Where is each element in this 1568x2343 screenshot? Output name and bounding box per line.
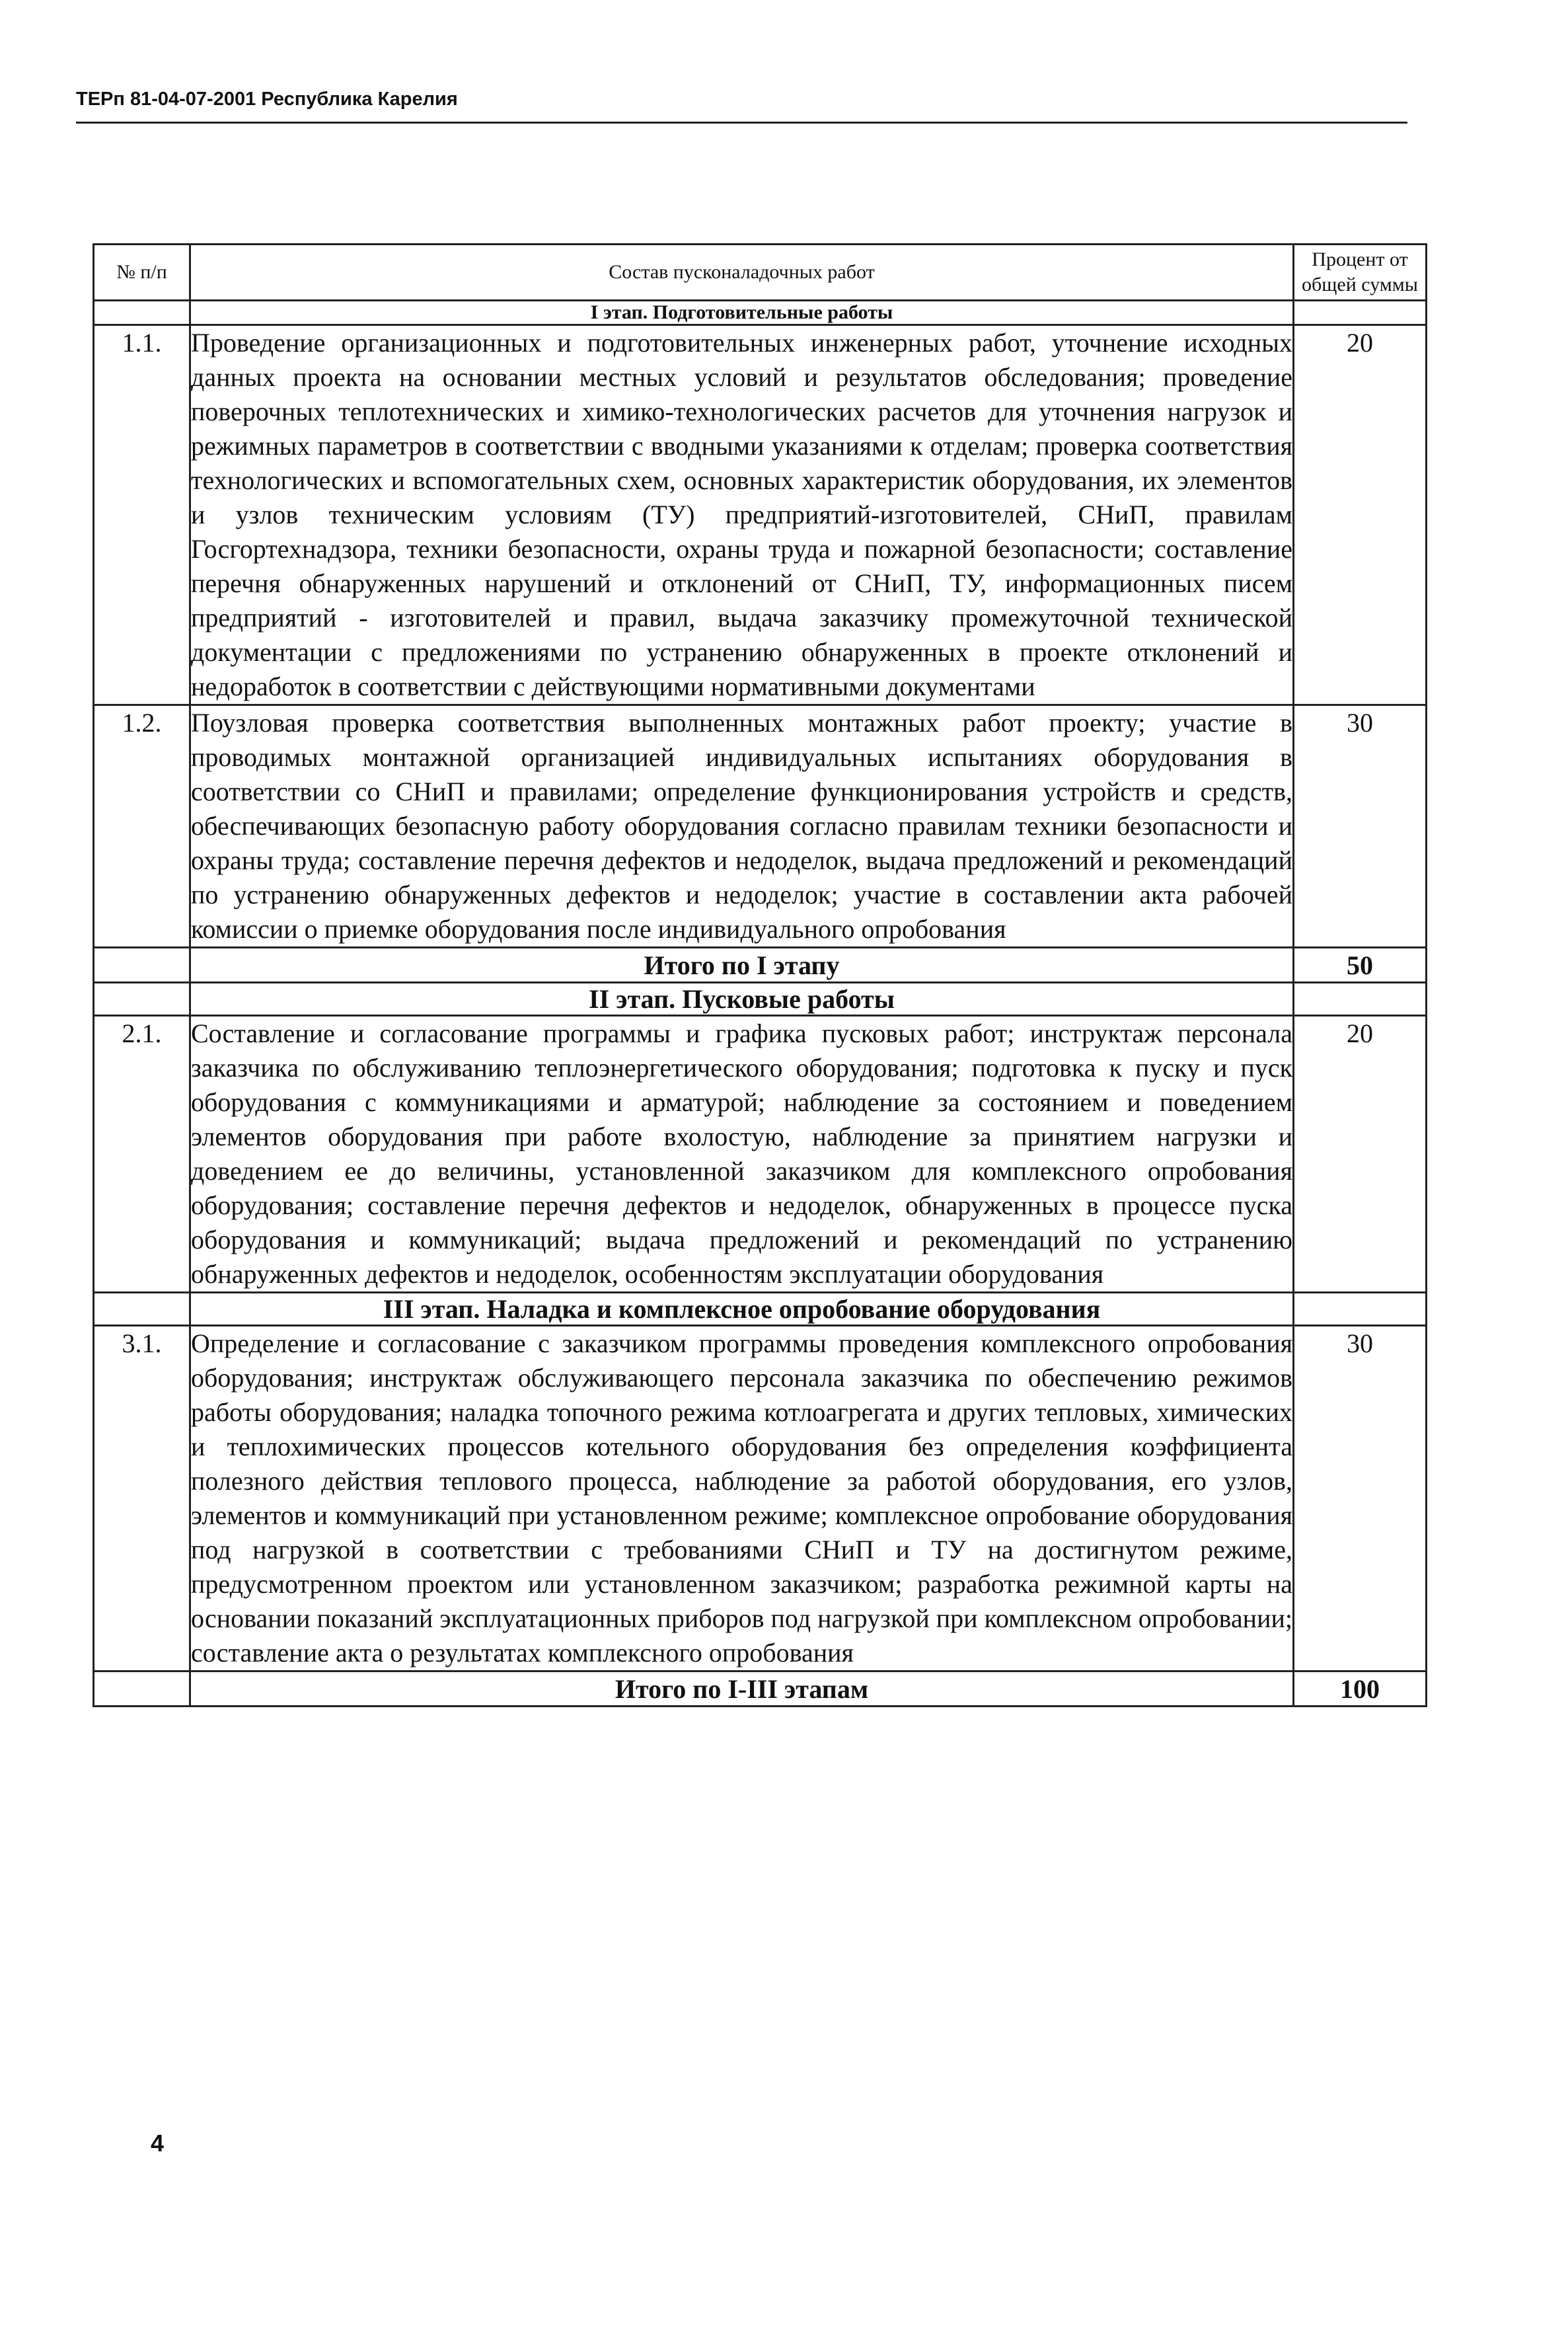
stage-1-total-value: 50 — [1294, 948, 1427, 983]
row-description: Определение и согласование с заказчиком программы проведения комплексного опробования оборудования; инструктаж обслуживающего персонала заказчика по обеспечению режимов работы оборудования; наладка топочного режима котлоагрегата и других тепловых, химических и теплохимических процессов котельного оборудования без определения коэффициента полезного действия теплового процесса, наблюдение за работой оборудования, его узлов, элементов и коммуникаций при установленном режиме; комплексное опробование оборудования под нагрузкой в соответствии с требованиями СНиП и ТУ на достигнутом режиме, предусмотренном проектом или установленном заказчиком; разработка режимной карты на основании показаний эксплуатационных приборов под нагрузкой при комплексном опробовании; составление акта о результатах комплексного опробования — [190, 1326, 1294, 1671]
stage-3-title-row — [94, 1293, 1427, 1326]
column-header-num: № п/п — [94, 245, 190, 301]
row-percent: 20 — [1294, 325, 1427, 705]
grand-total-label: Итого по I-III этапам — [190, 1671, 1294, 1707]
row-number: 1.1. — [94, 325, 190, 705]
stage-2-title: II этап. Пусковые работы — [190, 983, 1294, 1016]
column-header-percent: Процент от общей суммы — [1294, 245, 1427, 301]
row-number: 2.1. — [94, 1016, 190, 1293]
table-row — [94, 1326, 1427, 1671]
row-description: Составление и согласование программы и графика пусковых работ; инструктаж персонала заказчика по обслуживанию теплоэнергетического оборудования; подготовка к пуску и пуск оборудования с коммуникациями и арматурой; наблюдение за состоянием и поведением элементов оборудования при работе вхолостую, наблюдение за принятием нагрузки и доведением ее до величины, установленной заказчиком для комплексного опробования оборудования; составление перечня дефектов и недоделок, обнаруженных в процессе пуска оборудования и коммуникаций; выдача предложений и рекомендаций по устранению обнаруженных дефектов и недоделок, особенностям эксплуатации оборудования — [190, 1016, 1294, 1293]
row-number: 3.1. — [94, 1326, 190, 1671]
grand-total-value: 100 — [1294, 1671, 1427, 1707]
row-description: Поузловая проверка соответствия выполненных монтажных работ проекту; участие в проводимых монтажной организацией индивидуальных испытаниях оборудования в соответствии со СНиП и правилами; определение функционирования устройств и средств, обеспечивающих безопасную работу оборудования согласно правилам техники безопасности и охраны труда; составление перечня дефектов и недоделок, выдача предложений и рекомендаций по устранению обнаруженных дефектов и недоделок; участие в составлении акта рабочей комиссии о приемке оборудования после индивидуального опробования — [190, 705, 1294, 948]
stage-3-title: III этап. Наладка и комплексное опробование оборудования — [190, 1293, 1294, 1326]
page-header — [76, 85, 1407, 124]
row-percent: 30 — [1294, 705, 1427, 948]
table-row — [94, 325, 1427, 705]
row-description: Проведение организационных и подготовительных инженерных работ, уточнение исходных данных проекта на основании местных условий и результатов обследования; проведение поверочных теплотехнических и химико-технологических расчетов для уточнения нагрузок и режимных параметров в соответствии с вводными указаниями к отделам; проверка соответствия технологических и вспомогательных схем, основных характеристик оборудования, их элементов и узлов техническим условиям (ТУ) предприятий-изготовителей, СНиП, правилам Госгортехнадзора, техники безопасности, охраны труда и пожарной безопасности; составление перечня обнаруженных нарушений и отклонений от СНиП, ТУ, информационных писем предприятий - изготовителей и правил, выдача заказчику промежуточной технической документации с предложениями по устранению обнаруженных в проекте отклонений и недоработок в соответствии с действующими нормативными документами — [190, 325, 1294, 705]
table-header-row — [94, 245, 1427, 301]
table-row — [94, 1016, 1427, 1293]
stage-1-title: I этап. Подготовительные работы — [190, 301, 1294, 325]
table-row — [94, 705, 1427, 948]
stage-2-title-row — [94, 983, 1427, 1016]
page-number: 4 — [151, 2130, 165, 2157]
column-header-work: Состав пусконаладочных работ — [190, 245, 1294, 301]
works-table — [93, 243, 1427, 1707]
row-percent: 30 — [1294, 1326, 1427, 1671]
row-number: 1.2. — [94, 705, 190, 948]
row-percent: 20 — [1294, 1016, 1427, 1293]
stage-1-title-row — [94, 301, 1427, 325]
document-title: ТЕРп 81-04-07-2001 Республика Карелия — [76, 89, 458, 110]
stage-1-total-row — [94, 948, 1427, 983]
stage-1-total-label: Итого по I этапу — [190, 948, 1294, 983]
grand-total-row — [94, 1671, 1427, 1707]
